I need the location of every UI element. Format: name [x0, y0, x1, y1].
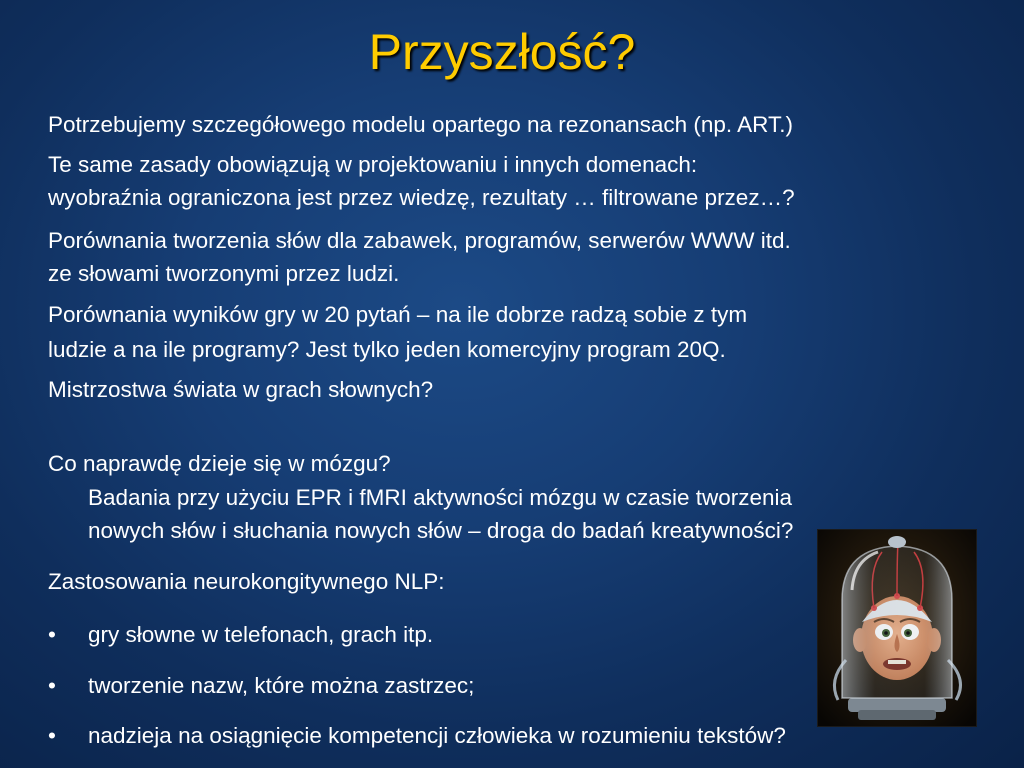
paragraph-20q-line2: ludzie a na ile programy? Jest tylko jeden komercyjny program 20Q.	[48, 337, 726, 362]
bullet-item: gry słowne w telefonach, grach itp.	[88, 622, 434, 647]
paragraph-championship: Mistrzostwa świata w grach słownych?	[48, 377, 434, 402]
brain-detail-line1: Badania przy użyciu EPR i fMRI aktywności mózgu w czasie tworzenia	[88, 485, 793, 510]
bullet-dot: •	[48, 723, 56, 748]
paragraph-words-line2: ze słowami tworzonymi przez ludzi.	[48, 261, 400, 286]
bullet-dot: •	[48, 622, 56, 647]
paragraph-20q-line1: Porównania wyników gry w 20 pytań – na ile dobrze radzą sobie z tym	[48, 302, 748, 327]
paragraph-domains-line2: wyobraźnia ograniczona jest przez wiedzę, rezultaty … filtrowane przez…?	[48, 185, 795, 210]
bullet-dot: •	[48, 673, 56, 698]
brain-question: Co naprawdę dzieje się w mózgu?	[48, 451, 391, 476]
bullet-item: nadzieja na osiągnięcie kompetencji człowieka w rozumieniu tekstów?	[88, 723, 786, 748]
applications-heading: Zastosowania neurokongitywnego NLP:	[48, 569, 445, 594]
paragraph-domains-line1: Te same zasady obowiązują w projektowaniu i innych domenach:	[48, 152, 698, 177]
brain-detail-line2: nowych słów i słuchania nowych słów – droga do badań kreatywności?	[88, 518, 794, 543]
bullet-item: tworzenie nazw, które można zastrzec;	[88, 673, 475, 698]
paragraph-words-line1: Porównania tworzenia słów dla zabawek, programów, serwerów WWW itd.	[48, 228, 791, 253]
slide-title: Przyszłość?	[368, 24, 636, 80]
man-in-glass-dome-photo	[818, 530, 976, 726]
paragraph-model: Potrzebujemy szczegółowego modelu opartego na rezonansach (np. ART.)	[48, 112, 794, 137]
